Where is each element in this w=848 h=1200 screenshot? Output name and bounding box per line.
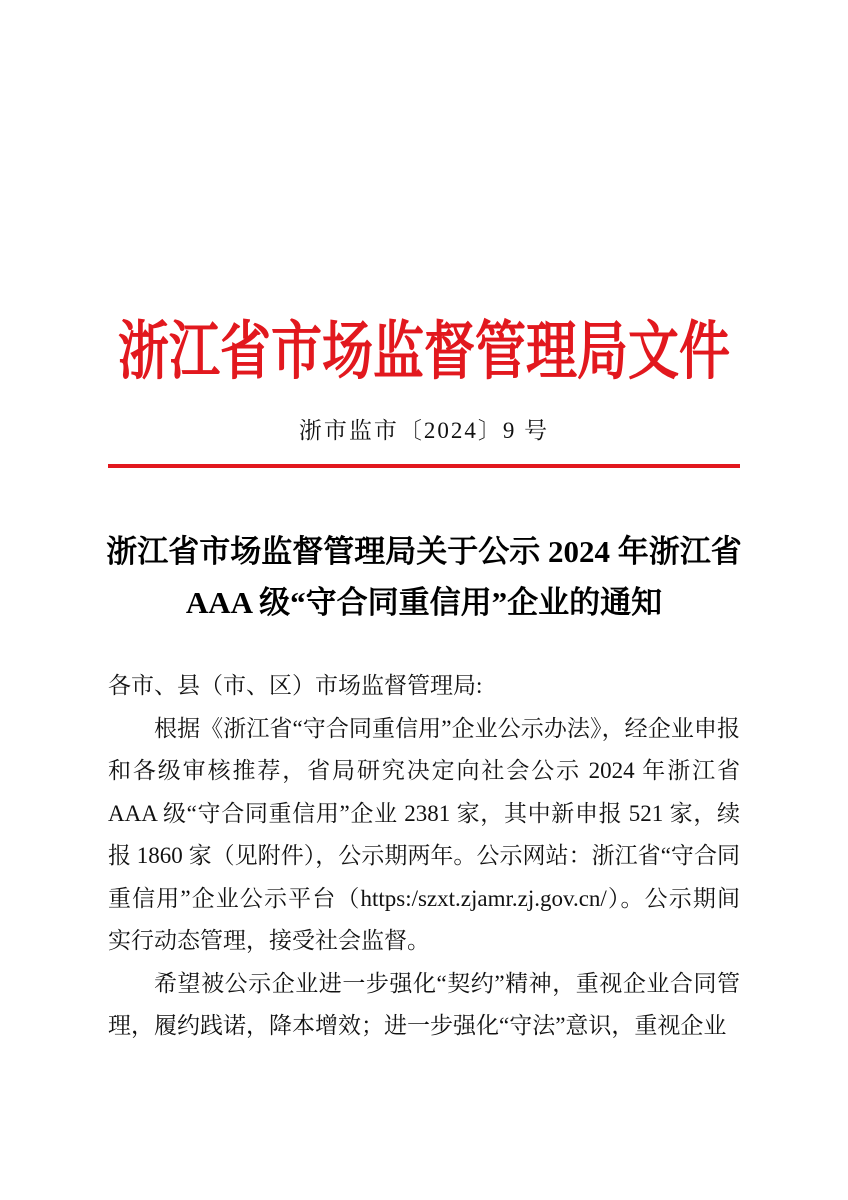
body-paragraph-1: 根据《浙江省“守合同重信用”企业公示办法》，经企业申报和各级审核推荐，省局研究决定向社会公示 2024 年浙江省 AAA 级“守合同重信用”企业 2381 家，其中新申报 521 家，续报 1860 家（见附件），公示期两年。公示网站：浙江省“守合同重信用”企业公示平台（https:/szxt.zjamr.zj.gov.cn/）。公示期间实行动态管理，接受社会监督。: [108, 715, 740, 953]
notice-title-line-1: 浙江省市场监督管理局关于公示 2024 年浙江省: [106, 534, 742, 569]
salutation: 各市、县（市、区）市场监督管理局:: [108, 673, 483, 698]
body-paragraph-2: 希望被公示企业进一步强化“契约”精神，重视企业合同管理，履约践诺，降本增效；进一步强化“守法”意识，重视企业: [108, 970, 740, 1038]
letterhead-divider-rule: [108, 464, 740, 468]
notice-body: [108, 665, 740, 1048]
notice-title-line-2: AAA 级“守合同重信用”企业的通知: [185, 585, 663, 620]
document-number: 浙市监市〔2024〕9 号: [298, 418, 550, 443]
notice-title: [58, 526, 790, 628]
letterhead-agency-title: 浙江省市场监督管理局文件: [117, 317, 730, 388]
